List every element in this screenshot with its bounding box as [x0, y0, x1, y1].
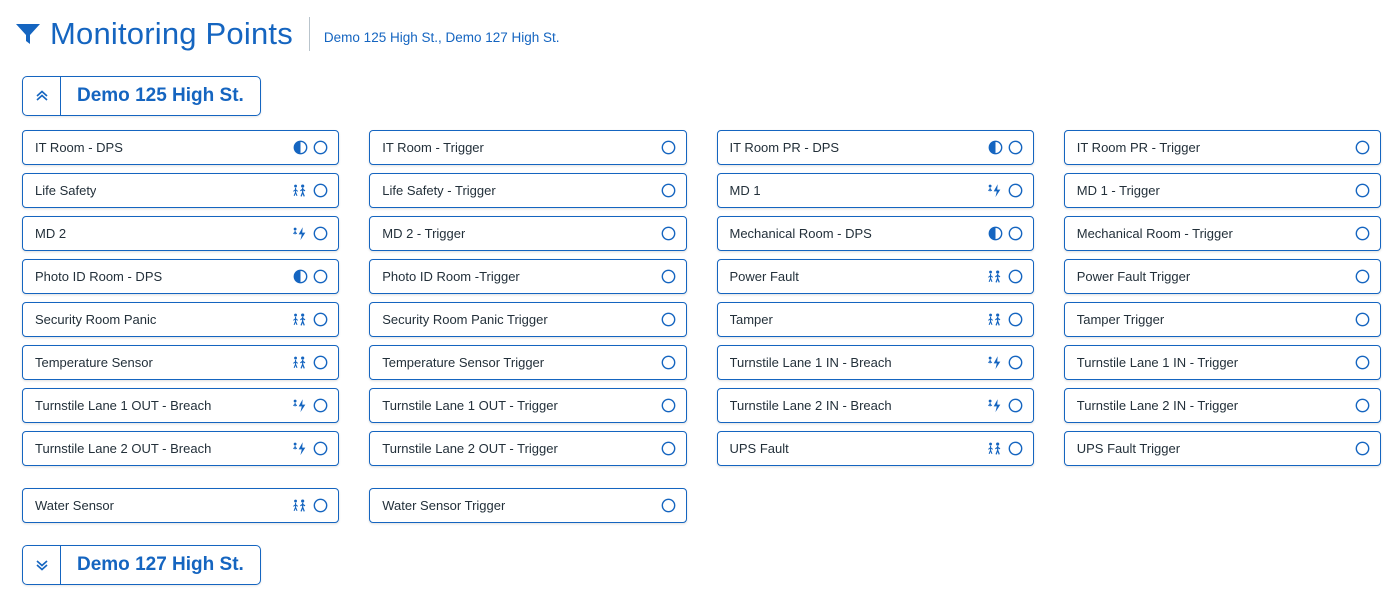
circle-icon: [661, 398, 676, 413]
point-label: IT Room PR - DPS: [729, 140, 840, 155]
list-item[interactable]: [22, 259, 339, 294]
person-pair-icon: [987, 441, 1003, 456]
points-column-1: [22, 130, 339, 523]
list-item[interactable]: [1064, 173, 1381, 208]
group-label-demo-127: Demo 127 High St.: [77, 554, 244, 575]
point-icons: [292, 183, 328, 198]
list-item[interactable]: [717, 259, 1034, 294]
circle-icon: [313, 441, 328, 456]
point-icons: [987, 312, 1023, 327]
half-disc-icon: [988, 226, 1003, 241]
bolt-icon: [292, 441, 308, 456]
half-disc-icon: [988, 140, 1003, 155]
person-pair-icon: [292, 183, 308, 198]
circle-icon: [1008, 441, 1023, 456]
point-label: MD 1 - Trigger: [1076, 183, 1160, 198]
monitoring-points-grid: [0, 130, 1395, 523]
breadcrumb: Demo 125 High St., Demo 127 High St.: [323, 29, 560, 45]
point-label: Turnstile Lane 1 OUT - Trigger: [382, 398, 558, 413]
point-label: Mechanical Room - DPS: [729, 226, 872, 241]
circle-icon: [661, 441, 676, 456]
point-icons: [1355, 269, 1370, 284]
circle-icon: [661, 355, 676, 370]
point-icons: [293, 140, 328, 155]
point-label: MD 2 - Trigger: [382, 226, 466, 241]
point-icons: [292, 312, 328, 327]
point-label: Temperature Sensor: [35, 355, 153, 370]
list-item[interactable]: [22, 173, 339, 208]
list-item[interactable]: [1064, 388, 1381, 423]
point-icons: [987, 355, 1023, 370]
bolt-icon: [987, 398, 1003, 413]
point-label: MD 2: [35, 226, 67, 241]
bolt-icon: [987, 183, 1003, 198]
list-item[interactable]: [717, 173, 1034, 208]
point-icons: [292, 398, 328, 413]
list-item[interactable]: [369, 216, 686, 251]
half-disc-icon: [293, 140, 308, 155]
list-item[interactable]: [369, 388, 686, 423]
point-label: Turnstile Lane 1 OUT - Breach: [35, 398, 212, 413]
list-item[interactable]: [369, 345, 686, 380]
circle-icon: [1008, 140, 1023, 155]
page-title: Monitoring Points: [50, 16, 293, 51]
point-icons: [661, 269, 676, 284]
list-item[interactable]: [369, 173, 686, 208]
circle-icon: [661, 140, 676, 155]
circle-icon: [661, 183, 676, 198]
point-icons: [1355, 226, 1370, 241]
person-pair-icon: [292, 355, 308, 370]
point-label: Tamper: [729, 312, 773, 327]
page-header: [0, 0, 1395, 58]
point-icons: [661, 226, 676, 241]
chevron-double-down-icon[interactable]: [23, 546, 61, 584]
point-icons: [293, 269, 328, 284]
point-icons: [987, 183, 1023, 198]
point-icons: [292, 355, 328, 370]
list-item[interactable]: [22, 130, 339, 165]
point-label: IT Room - DPS: [35, 140, 123, 155]
point-icons: [661, 398, 676, 413]
point-icons: [661, 498, 676, 513]
list-item[interactable]: [22, 388, 339, 423]
point-label: Photo ID Room -Trigger: [382, 269, 520, 284]
circle-icon: [313, 312, 328, 327]
point-label: Security Room Panic Trigger: [382, 312, 548, 327]
point-icons: [1355, 312, 1370, 327]
column-spacer: [369, 474, 686, 480]
point-label: Tamper Trigger: [1076, 312, 1165, 327]
circle-icon: [313, 498, 328, 513]
title-divider: [309, 17, 310, 51]
point-icons: [661, 441, 676, 456]
point-icons: [987, 398, 1023, 413]
group-label-demo-125: Demo 125 High St.: [77, 85, 244, 106]
list-item[interactable]: [369, 431, 686, 466]
point-icons: [292, 226, 328, 241]
column-spacer: [22, 474, 339, 480]
list-item[interactable]: [22, 216, 339, 251]
person-pair-icon: [987, 312, 1003, 327]
circle-icon: [313, 226, 328, 241]
circle-icon: [1355, 355, 1370, 370]
list-item[interactable]: [369, 259, 686, 294]
point-icons: [292, 441, 328, 456]
circle-icon: [313, 140, 328, 155]
circle-icon: [1008, 269, 1023, 284]
list-item[interactable]: [1064, 431, 1381, 466]
circle-icon: [313, 269, 328, 284]
points-column-2: [369, 130, 686, 523]
list-item[interactable]: [717, 130, 1034, 165]
point-icons: [988, 226, 1023, 241]
points-column-4: [1064, 130, 1381, 466]
circle-icon: [313, 183, 328, 198]
list-item[interactable]: [1064, 130, 1381, 165]
point-label: Temperature Sensor Trigger: [382, 355, 545, 370]
point-label: IT Room - Trigger: [382, 140, 484, 155]
circle-icon: [313, 398, 328, 413]
point-icons: [1355, 183, 1370, 198]
circle-icon: [1355, 398, 1370, 413]
point-label: Power Fault Trigger: [1076, 269, 1191, 284]
list-item[interactable]: [1064, 216, 1381, 251]
list-item[interactable]: [717, 302, 1034, 337]
filter-icon[interactable]: [14, 20, 42, 48]
circle-icon: [1008, 312, 1023, 327]
list-item[interactable]: [1064, 302, 1381, 337]
point-label: Life Safety: [35, 183, 97, 198]
half-disc-icon: [293, 269, 308, 284]
bolt-icon: [292, 398, 308, 413]
list-item[interactable]: [717, 431, 1034, 466]
point-label: Turnstile Lane 2 IN - Trigger: [1076, 398, 1239, 413]
point-icons: [1355, 355, 1370, 370]
list-item[interactable]: [22, 302, 339, 337]
point-icons: [661, 183, 676, 198]
circle-icon: [1355, 269, 1370, 284]
point-label: Turnstile Lane 1 IN - Breach: [729, 355, 892, 370]
point-label: Turnstile Lane 2 OUT - Trigger: [382, 441, 558, 456]
circle-icon: [661, 498, 676, 513]
list-item[interactable]: [717, 388, 1034, 423]
circle-icon: [1355, 312, 1370, 327]
circle-icon: [1008, 183, 1023, 198]
circle-icon: [313, 355, 328, 370]
list-item[interactable]: [717, 216, 1034, 251]
point-label: MD 1: [729, 183, 761, 198]
list-item[interactable]: [22, 345, 339, 380]
point-icons: [1355, 398, 1370, 413]
point-label: IT Room PR - Trigger: [1076, 140, 1201, 155]
point-icons: [987, 269, 1023, 284]
list-item[interactable]: [22, 488, 339, 523]
point-label: Turnstile Lane 2 IN - Breach: [729, 398, 892, 413]
bolt-icon: [292, 226, 308, 241]
list-item[interactable]: [22, 431, 339, 466]
circle-icon: [1355, 183, 1370, 198]
list-item[interactable]: [717, 345, 1034, 380]
point-label: Power Fault: [729, 269, 799, 284]
person-pair-icon: [292, 498, 308, 513]
person-pair-icon: [292, 312, 308, 327]
point-label: Water Sensor: [35, 498, 114, 513]
points-column-3: [717, 130, 1034, 466]
circle-icon: [661, 226, 676, 241]
point-icons: [661, 355, 676, 370]
circle-icon: [1008, 355, 1023, 370]
point-label: UPS Fault: [729, 441, 789, 456]
point-icons: [987, 441, 1023, 456]
point-label: Water Sensor Trigger: [382, 498, 506, 513]
group-header-demo-125[interactable]: [22, 76, 261, 116]
point-label: Turnstile Lane 1 IN - Trigger: [1076, 355, 1239, 370]
point-icons: [292, 498, 328, 513]
circle-icon: [1355, 441, 1370, 456]
list-item[interactable]: [1064, 259, 1381, 294]
point-icons: [661, 140, 676, 155]
list-item[interactable]: [369, 130, 686, 165]
circle-icon: [1355, 226, 1370, 241]
circle-icon: [1355, 140, 1370, 155]
point-label: Photo ID Room - DPS: [35, 269, 163, 284]
point-label: UPS Fault Trigger: [1076, 441, 1181, 456]
circle-icon: [1008, 226, 1023, 241]
group-header-demo-127[interactable]: [22, 545, 261, 585]
list-item[interactable]: [369, 488, 686, 523]
person-pair-icon: [987, 269, 1003, 284]
chevron-double-up-icon[interactable]: [23, 77, 61, 115]
point-label: Life Safety - Trigger: [382, 183, 496, 198]
point-label: Security Room Panic: [35, 312, 157, 327]
point-icons: [1355, 140, 1370, 155]
circle-icon: [661, 269, 676, 284]
point-label: Turnstile Lane 2 OUT - Breach: [35, 441, 212, 456]
point-label: Mechanical Room - Trigger: [1076, 226, 1233, 241]
circle-icon: [1008, 398, 1023, 413]
point-icons: [661, 312, 676, 327]
point-icons: [1355, 441, 1370, 456]
list-item[interactable]: [1064, 345, 1381, 380]
bolt-icon: [987, 355, 1003, 370]
point-icons: [988, 140, 1023, 155]
list-item[interactable]: [369, 302, 686, 337]
circle-icon: [661, 312, 676, 327]
